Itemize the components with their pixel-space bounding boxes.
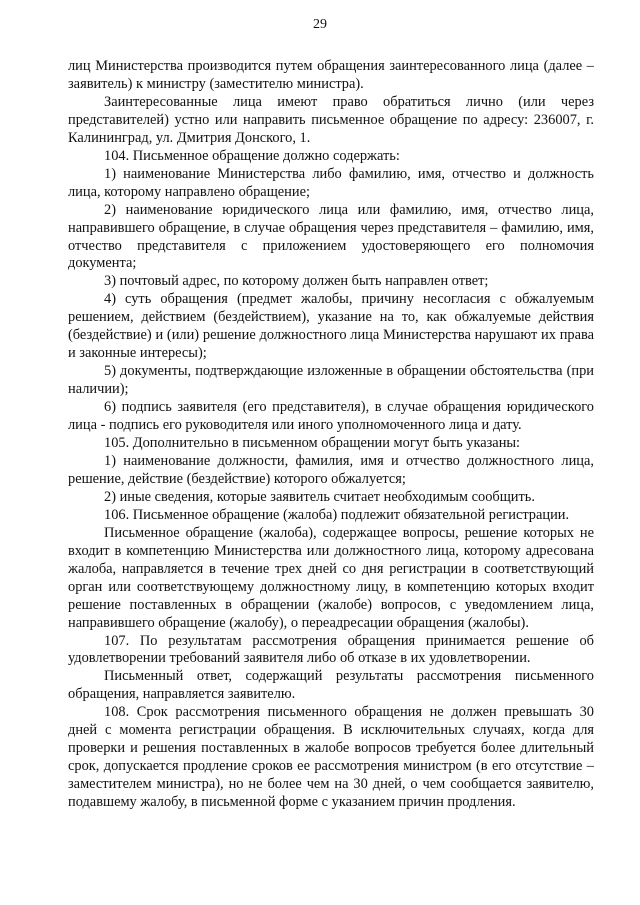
paragraph-104-item-5: 5) документы, подтверждающие изложенные в обращении обстоятельства (при наличии); xyxy=(68,363,594,398)
paragraph-107-response: Письменный ответ, содержащий результаты рассмотрения письменного обращения, направляется заявителю. xyxy=(68,668,594,703)
paragraph-104: 104. Письменное обращение должно содержать: xyxy=(104,147,400,164)
paragraph-contact-address: Заинтересованные лица имеют право обратиться лично (или через представителей) устно или направить письменное обращение по адресу: 236007, г. Калининград, ул. Дмитрия Донского, 1. xyxy=(68,93,594,146)
paragraph-106-redirect: Письменное обращение (жалоба), содержащее вопросы, решение которых не входит в компетенцию Министерства или должностного лица, которому адресована жалоба, направляется в течение трех дней со дня регистрации в соответствующий орган или соответствующему должностному лицу, в компетенцию которых входит решение поставленных в обращении (жалобе) вопросов, с уведомлением лица, направившего обращение (жалобу), о переадресации обращения (жалобы). xyxy=(68,524,594,631)
page-number: 29 xyxy=(313,17,327,32)
paragraph-104-item-4: 4) суть обращения (предмет жалобы, причину несогласия с обжалуемым решением, действием (бездействием), указание на то, как обжалуемые действия (бездействие) и (или) решение должностного лица Министерства нарушают их права и законные интересы); xyxy=(68,291,594,362)
paragraph-107: 107. По результатам рассмотрения обращения принимается решение об удовлетворении требований заявителя либо об отказе в их удовлетворении. xyxy=(68,632,594,667)
paragraph-104-item-2: 2) наименование юридического лица или фамилию, имя, отчество лица, направившего обращение, в случае обращения через представителя – фамилию, имя, отчество представителя с приложением удостоверяющего его полномочия документа; xyxy=(68,201,594,272)
paragraph-104-item-1: 1) наименование Министерства либо фамилию, имя, отчество и должность лица, которому направлено обращение; xyxy=(68,165,594,200)
paragraph-104-item-3: 3) почтовый адрес, по которому должен быть направлен ответ; xyxy=(104,273,489,290)
paragraph-104-item-6: 6) подпись заявителя (его представителя), в случае обращения юридического лица - подпись его руководителя или иного уполномоченного лица и дату. xyxy=(68,399,594,434)
paragraph-105-item-1: 1) наименование должности, фамилия, имя и отчество должностного лица, решение, действие (бездействие) которого обжалуется; xyxy=(68,452,594,487)
paragraph-105-item-2: 2) иные сведения, которые заявитель считает необходимым сообщить. xyxy=(104,488,535,505)
paragraph-108: 108. Срок рассмотрения письменного обращения не должен превышать 30 дней с момента регистрации обращения. В исключительных случаях, когда для проверки и решения поставленных в жалобе вопросов требуется более длительный срок, допускается продление сроков ее рассмотрения министром (в его отсутствие – заместителем министра), но не более чем на 30 дней, о чем сообщается заявителю, подавшему жалобу, в письменной форме с указанием причин продления. xyxy=(68,704,594,811)
paragraph-continuation: лиц Министерства производится путем обращения заинтересованного лица (далее – заявитель) к министру (заместителю министра). xyxy=(68,58,594,92)
document-body xyxy=(68,58,594,812)
paragraph-105: 105. Дополнительно в письменном обращении могут быть указаны: xyxy=(104,435,521,452)
paragraph-106: 106. Письменное обращение (жалоба) подлежит обязательной регистрации. xyxy=(104,506,570,523)
